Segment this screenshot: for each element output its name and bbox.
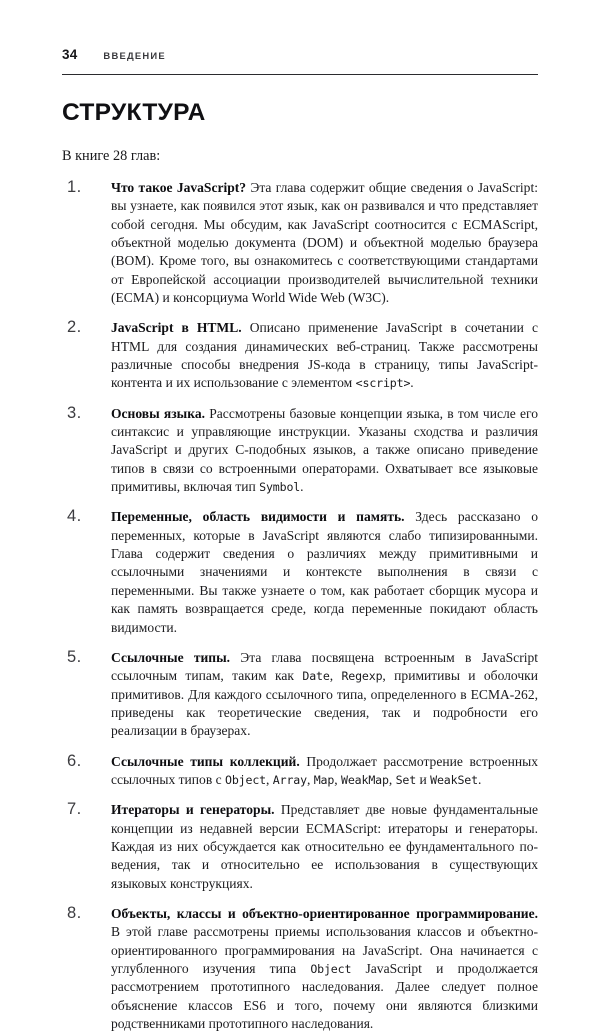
running-head-title: ВВЕДЕНИЕ — [103, 50, 166, 61]
list-item-body: Представляет две новые фундаментальные концепции из недавней версии ECMAScript: итераторы и генераторы. Каждая из них обсуждается как относительно ее фундаментального поведения, так и относительно ее использования в существующих языковых конструкциях. — [111, 802, 538, 891]
list-item-number: 6. — [67, 751, 82, 770]
code-span: Object — [225, 772, 266, 787]
list-item — [62, 319, 538, 392]
list-item-body: Эта глава посвящена встроенным в JavaScript ссылочным типам, таким как — [111, 649, 539, 684]
list-item-body: Эта глава содержит общие сведения о JavaScript: вы узнаете, как появился этот язык, как он развивался и что представляет собой сегодня. Мы обсудим, как JavaScript соотносится с ECMAScript, объектной моделью документа (DOM) и объектной моделью браузера (BOM). Кроме того, вы ознакомитесь с соответствующими стандартами от Европейской ассоциации производителей вычислительной техники (ECMA) и консорциума World Wide Web (W3C). — [111, 179, 538, 305]
list-item-number: 4. — [67, 507, 82, 526]
page-title: СТРУКТУРА — [62, 99, 206, 126]
code-span: Date — [302, 669, 330, 684]
list-item-body-tail: . — [477, 771, 482, 787]
code-span: Map — [313, 772, 335, 787]
list-item-body: Здесь рассказано о переменных, которые в JavaScript являются слабо типизированными. Глава содержит сведения о различиях между примитивными и ссылочными значениями и контексте выполнения в связи с переменными. Вы также узнаете о том, как работает сборщик мусора и как память возвращается среде, когда переменные покидают область видимости. — [111, 509, 539, 635]
code-span: Symbol — [259, 480, 301, 495]
list-item-body: Рассмотрены базовые концепции языка, в том числе его синтаксис и управляющие инструкции. Указаны сходства и различия JavaScript и других C-подобных языков, а также описано приведение типов в связи со встроенными операторами. Охватывает все языковые примитивы, включая тип — [111, 405, 538, 495]
list-item-body-tail: . — [300, 479, 304, 495]
header-divider — [62, 74, 538, 75]
list-item-body-tail: JavaScript и продолжается рассмотрением прототипного наследования. Далее следует полное объяснение классов ES6 и того, почему они являются близкими родственниками прототипного наследования. — [111, 961, 538, 1032]
list-item-number: 8. — [67, 903, 82, 922]
list-item-number: 1. — [67, 177, 82, 196]
code-span: WeakMap — [341, 772, 389, 787]
list-item-title: Что такое JavaScript? — [111, 179, 247, 195]
chapter-list — [62, 179, 538, 1033]
code-separator: , — [306, 771, 314, 787]
list-item — [62, 753, 538, 790]
running-head — [62, 0, 538, 67]
code-span: Object — [310, 962, 352, 976]
intro-text: В книге 28 глав: — [62, 147, 161, 164]
code-separator: , — [329, 668, 342, 684]
list-item-title: Основы языка. — [111, 405, 206, 421]
list-item-title: Переменные, область видимости и память. — [111, 509, 405, 525]
list-item — [62, 405, 538, 497]
code-span: <script> — [355, 376, 411, 391]
list-item-title: JavaScript в HTML. — [111, 320, 242, 336]
list-item — [62, 508, 538, 636]
list-item-number: 5. — [67, 647, 82, 666]
code-conjunction: и — [416, 771, 431, 787]
list-item — [62, 649, 538, 741]
list-item-number: 2. — [67, 318, 82, 337]
code-span: Array — [272, 772, 307, 787]
list-item — [62, 801, 538, 893]
list-item-title: Ссылочные типы коллекций. — [111, 753, 300, 769]
list-item-number: 7. — [67, 800, 82, 819]
page-number: 34 — [62, 47, 78, 62]
code-span: Set — [395, 772, 417, 787]
list-item — [62, 905, 538, 1033]
list-item-title: Итераторы и генераторы. — [111, 802, 275, 818]
code-separator: , — [388, 771, 396, 787]
list-item-body: Описано применение JavaScript в сочетании с HTML для создания динамических веб-страниц. Также рассмотрены различные способы внедрения JS-кода в страницу, типы JavaScript-контента и их использование с элементом — [111, 320, 538, 391]
code-separator: , — [334, 771, 341, 787]
code-span: WeakSet — [430, 772, 478, 787]
list-item-body: Продолжает рассмотрение встроенных ссылочных типов с — [111, 753, 539, 787]
list-item-title: Объекты, классы и объектно-ориентированное программирование. — [111, 905, 538, 921]
list-item — [62, 179, 538, 307]
code-separator: , — [266, 771, 273, 787]
list-item-body-tail: , примитивы и оболочки примитивов. Для каждого ссылочного типа, определенного в ECMA-262, приведены как теоретические сведения, так и подробности его реализации в браузерах. — [111, 668, 538, 739]
list-item-body-tail: . — [410, 375, 414, 391]
list-item-body: В этой главе рассмотрены приемы использования классов и объектно-ориентированного программирования на JavaScript. Она начинается с углубленного изучения типа — [111, 924, 538, 976]
code-span: Regexp — [341, 669, 383, 684]
list-item-number: 3. — [67, 403, 82, 422]
list-item-title: Ссылочные типы. — [111, 649, 231, 665]
